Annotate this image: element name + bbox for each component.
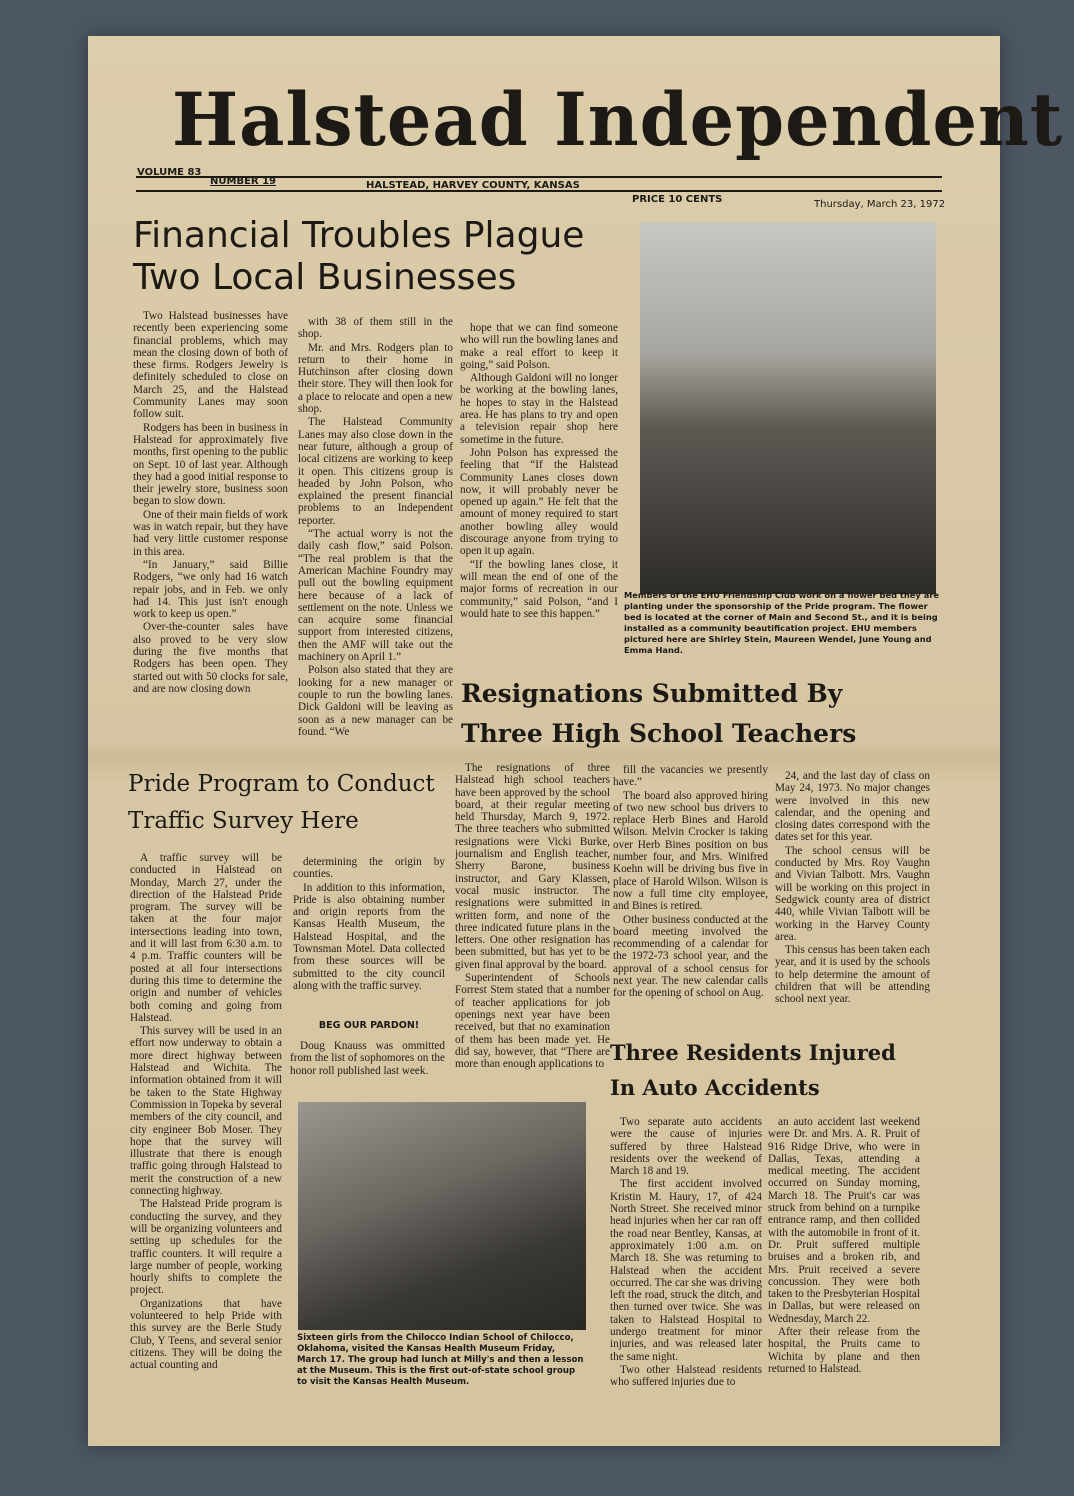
headline-line: Two Local Businesses bbox=[133, 257, 517, 298]
paragraph: The first accident involved Kristin M. Haury, 17, of 424 North Street. She received minor head injuries when her car ran off the road near Bentley, Kansas, at approximately 1:00 a.m. on March 18. She was returning to Halstead when the accident occurred. The car she was driving left the road, struck the ditch, and then turned over twice. She was taken to Halstead Hospital to undergo treatment for minor injuries, and was released later the same night. bbox=[610, 1178, 762, 1363]
story1-column-1 bbox=[133, 310, 288, 745]
paragraph: “In January,” said Billie Rodgers, “we only had 16 watch repair jobs, and in Feb. we only had 14. This just isn't enough work to keep us open.” bbox=[133, 558, 288, 621]
paragraph: John Polson has expressed the feeling that “If the Halstead Community Lanes closes down now, it will probably never be opened up again.” He felt that the amount of money required to start another bowling alley would discourage anyone from trying to open it up again. bbox=[460, 446, 618, 558]
story4-column-2 bbox=[768, 1116, 920, 1408]
masthead-title: Halstead Independent bbox=[172, 75, 1064, 164]
flower-bed-photo-caption: Members of the EHU Friendship Club work on a flower bed they are planting under the sponsorship of the Pride program. The flower bed is located at the corner of Main and Second St., and it is being installed as a community beautification project. EHU members pictured here are Shirley Stein, Maureen Wendel, June Young and Emma Hand. bbox=[624, 590, 940, 655]
paragraph: The Halstead Pride program is conducting the survey, and they will be organizing volunteers and setting up schedules for the traffic counters. It will require a large number of people, working hourly shifts to complete the project. bbox=[130, 1198, 282, 1297]
chilocco-students-photo-caption: Sixteen girls from the Chilocco Indian School of Chilocco, Oklahoma, visited the Kansas Health Museum Friday, March 17. The group had lunch at Milly's and then a lesson at the Museum. This is the first out-of-state school group to visit the Kansas Health Museum. bbox=[297, 1333, 584, 1387]
paragraph: The Halstead Community Lanes may also close down in the near future, although a group of local citizens are working to keep it open. This citizens group is headed by John Polson, who explained the present financial problems to an Independent reporter. bbox=[298, 416, 453, 527]
beg-our-pardon-heading: BEG OUR PARDON! bbox=[318, 1020, 420, 1031]
paragraph: Two Halstead businesses have recently been experiencing some financial problems, which may mean the closing down of both of these firms. Rodgers Jewelry is definitely scheduled to close on March 25, and the Halstead Community Lanes may soon follow suit. bbox=[133, 310, 288, 421]
paragraph: The resignations of three Halstead high school teachers have been approved by the school board, at their regular meeting held Thursday, March 9, 1972. The three teachers who submitted resignations were Vicki Burke, journalism and English teacher, Sherry Barone, business instructor, and Gary Klassen, vocal music instructor. The resignations were submitted in written form, and none of the three indicated future plans in the letters. One other resignation has been submitted, but has yet to be given final approval by the board. bbox=[455, 762, 610, 971]
paragraph: determining the origin by counties. bbox=[293, 856, 445, 881]
paragraph: Polson also stated that they are looking for a new manager or couple to run the bowling lanes. Dick Galdoni will be leaving as soon as a new manager can be found. “We bbox=[298, 664, 453, 738]
story1-column-2 bbox=[298, 316, 453, 746]
story3-column-2 bbox=[293, 856, 445, 1011]
headline-line: Three Residents Injured bbox=[610, 1040, 896, 1065]
story2-column-1 bbox=[455, 762, 610, 1098]
paragraph: Mr. and Mrs. Rodgers plan to return to their home in Hutchinson after closing down their store. They will then look for a place to relocate and open a new shop. bbox=[298, 341, 453, 416]
paragraph: The board also approved hiring of two new school bus drivers to replace Herb Bines and Harold Wilson. Melvin Crocker is taking over Herb Bines position on bus number four, and Mrs. Winifred Koehn will be driving bus five in place of Harold Wilson. Wilson is now a full time city employee, and Bines is retired. bbox=[613, 789, 768, 913]
issue-date: Thursday, March 23, 1972 bbox=[814, 199, 946, 210]
story2-column-2 bbox=[613, 764, 768, 1016]
volume-label: VOLUME 83 bbox=[137, 167, 202, 178]
headline-line: Resignations Submitted By bbox=[461, 679, 843, 708]
headline-resignations bbox=[461, 674, 856, 754]
paragraph: fill the vacancies we presently have.” bbox=[613, 764, 768, 789]
paragraph: “If the bowling lanes close, it will mean the end of one of the major forms of recreation in our community,” said Polson, “and I would hate to see this happen.” bbox=[460, 558, 618, 620]
story2-column-3 bbox=[775, 770, 930, 1018]
paragraph: hope that we can find someone who will run the bowling lanes and make a real effort to keep it going,” said Polson. bbox=[460, 322, 618, 371]
beg-our-pardon-body bbox=[290, 1040, 445, 1092]
location-line: HALSTEAD, HARVEY COUNTY, KANSAS bbox=[366, 180, 580, 191]
paragraph: The school census will be conducted by Mrs. Roy Vaughn and Vivian Talbott. Mrs. Vaughn will be working on this project in Sedgwick county area of district 440, while Vivian Talbott will be working in the Harvey County area. bbox=[775, 844, 930, 943]
paragraph: an auto accident last weekend were Dr. and Mrs. A. R. Pruit of 916 Ridge Drive, who were in Dallas, Texas, attending a medical meeting. The accident occurred on Sunday morning, March 18. The Pruit's car was struck from behind on a turnpike entrance ramp, and then collided with the automobile in front of it. Dr. Pruit suffered multiple bruises and a broken rib, and Mrs. Pruit received a severe concussion. They were both taken to the Presbyterian Hospital in Dallas, but were released on Wednesday, March 22. bbox=[768, 1116, 920, 1325]
headline-line: In Auto Accidents bbox=[610, 1075, 820, 1100]
paragraph: Other business conducted at the board meeting involved the recommending of a calendar for the 1972-73 school year, and the approval of a school census for next year. The new calendar calls for the opening of school on Aug. bbox=[613, 913, 768, 1000]
paragraph: This census has been taken each year, and it is used by the schools to help determine the amount of children that will be attending school next year. bbox=[775, 944, 930, 1006]
paragraph: Two other Halstead residents who suffered injuries due to bbox=[610, 1363, 762, 1389]
price-label: PRICE 10 CENTS bbox=[632, 194, 723, 205]
headline-financial-troubles bbox=[133, 215, 584, 299]
paragraph: Doug Knauss was ommitted from the list of sophomores on the honor roll published last week. bbox=[290, 1040, 445, 1077]
headline-auto-accidents bbox=[610, 1035, 896, 1105]
issue-number: NUMBER 19 bbox=[210, 176, 276, 187]
story4-column-1 bbox=[610, 1116, 762, 1408]
paragraph: with 38 of them still in the shop. bbox=[298, 316, 453, 341]
paragraph: Over-the-counter sales have also proved to be very slow during the five months that Rodgers has been open. They started out with 50 clocks for sale, and are now closing down bbox=[133, 621, 288, 695]
headline-line: Three High School Teachers bbox=[461, 719, 857, 748]
paragraph: Two separate auto accidents were the cause of injuries suffered by three Halstead residents over the weekend of March 18 and 19. bbox=[610, 1116, 762, 1178]
paragraph: Organizations that have volunteered to help Pride with this survey are the Berle Study Club, Y Teens, and several senior citizens. They will be doing the actual counting and bbox=[130, 1297, 282, 1372]
flower-bed-photo bbox=[640, 222, 936, 594]
paragraph: Although Galdoni will no longer be working at the bowling lanes, he hopes to stay in the Halstead area. He has plans to try and open a television repair shop here sometime in the future. bbox=[460, 372, 618, 446]
story3-column-1 bbox=[130, 852, 282, 1400]
paragraph: This survey will be used in an effort now underway to obtain a more direct highway between Halstead and Wichita. The information obtained from it will be taken to the State Highway Commission in Topeka by several members of the city council, and city engineer Bob Moser. They hope that the survey will illustrate that there is enough traffic going through Halstead to merit the construction of a new connecting highway. bbox=[130, 1025, 282, 1198]
headline-line: Financial Troubles Plague bbox=[133, 215, 585, 256]
paragraph: 24, and the last day of class on May 24, 1973. No major changes were involved in this new calendar, and the opening and closing dates correspond with the dates set for this year. bbox=[775, 770, 930, 844]
paragraph: “The actual worry is not the daily cash flow,” said Polson. “The real problem is that the American Machine Foundry may pull out the bowling equipment here because of a lack of settlement on the note. Unless we can acquire some financial support from interested citizens, then the AMF will take out the machinery on April 1.” bbox=[298, 528, 453, 664]
paragraph: In addition to this information, Pride is also obtaining number and origin reports from the Kansas Health Museum, the Halstead Hospital, and the Townsman Motel. Data collected from these sources will be submitted to the city council along with the traffic survey. bbox=[293, 881, 445, 992]
paragraph: Superintendent of Schools Forrest Stem stated that a number of teacher applications for job openings next year have been received, but that no examination of them has been made yet. He did say, however, that “There are more than enough applications to bbox=[455, 972, 610, 1071]
chilocco-students-photo bbox=[298, 1102, 586, 1330]
story1-column-3 bbox=[460, 322, 618, 654]
paragraph: Rodgers has been in business in Halstead for approximately five months, first opening to the public on Sept. 10 of last year. Although they had a good initial response to their jewelry store, business soon began to slow down. bbox=[133, 421, 288, 508]
paragraph: After their release from the hospital, the Pruits came to Wichita by plane and then returned to Halstead. bbox=[768, 1326, 920, 1375]
headline-pride-program bbox=[128, 766, 435, 840]
paragraph: A traffic survey will be conducted in Halstead on Monday, March 27, under the direction of the Halstead Pride program. The survey will be taken at the four major intersections leading into town, and it will last from 6:30 a.m. to 4 p.m. Traffic counters will be posted at all four intersections during this time to determine the origin and number of vehicles both coming and going from Halstead. bbox=[130, 852, 282, 1024]
headline-line: Traffic Survey Here bbox=[128, 808, 359, 834]
paragraph: One of their main fields of work was in watch repair, but they have had very little customer response in this area. bbox=[133, 508, 288, 558]
headline-line: Pride Program to Conduct bbox=[128, 771, 435, 797]
